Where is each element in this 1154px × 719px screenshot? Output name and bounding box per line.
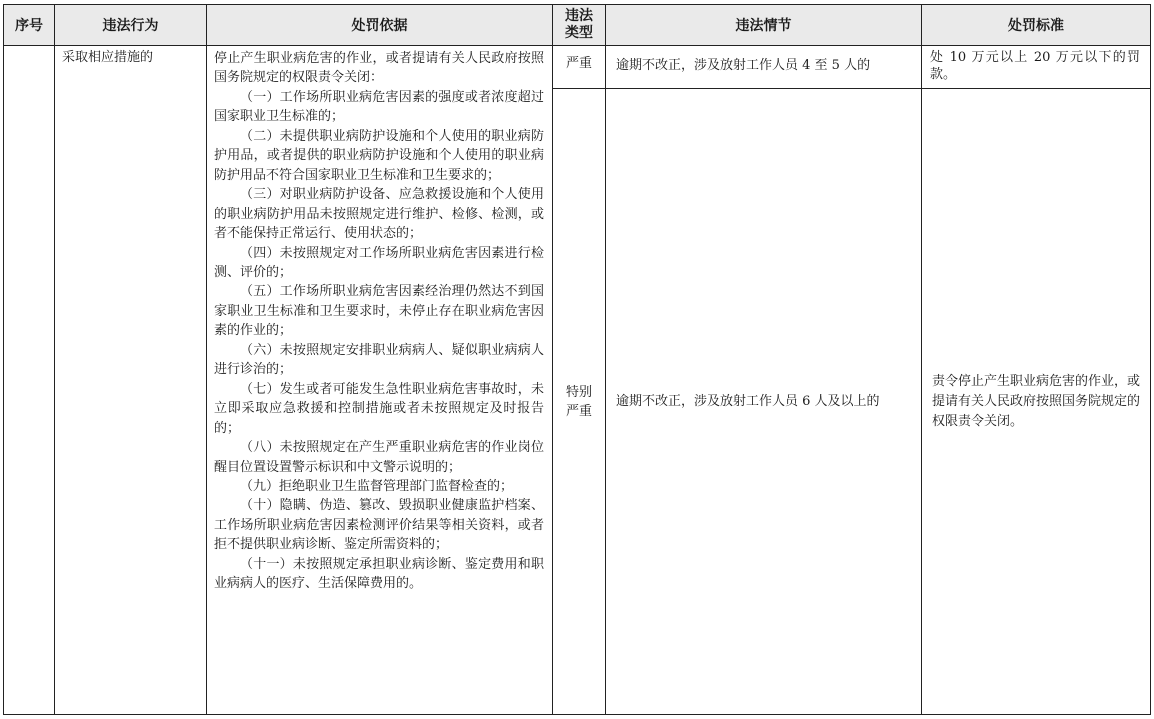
type-extreme-line1: 特别 — [565, 384, 592, 400]
header-standard: 处罚标准 — [922, 5, 1151, 46]
circumstance-extreme: 逾期不改正，涉及放射工作人员 6 人及以上的 — [616, 393, 880, 409]
circumstance-cell-extreme — [606, 89, 922, 715]
basis-intro: 停止产生职业病危害的作业，或者提请有关人民政府按照国务院规定的权限责令关闭： — [214, 51, 544, 86]
type-extreme-line2: 严重 — [565, 403, 592, 419]
basis-item-3: （三）对职业病防护设备、应急救援设施和个人使用的职业病防护用品未按照规定进行维护、检修、检测，或者不能保持正常运行、使用状态的； — [214, 187, 544, 242]
basis-item-6: （六）未按照规定安排职业病病人、疑似职业病病人进行诊治的； — [214, 342, 544, 378]
seq-cell — [4, 46, 55, 715]
basis-item-8: （八）未按照规定在产生严重职业病危害的作业岗位醒目位置设置警示标识和中文警示说明的； — [214, 440, 544, 475]
basis-cell — [207, 46, 553, 715]
circumstance-cell-serious — [606, 46, 922, 89]
circumstance-serious: 逾期不改正，涉及放射工作人员 4 至 5 人的 — [616, 58, 871, 73]
header-seq: 序号 — [4, 5, 55, 46]
header-type-line1: 违法 — [565, 8, 593, 24]
basis-item-11: （十一）未按照规定承担职业病诊断、鉴定费用和职业病病人的医疗、生活保障费用的。 — [214, 556, 544, 592]
basis-item-1: （一）工作场所职业病危害因素的强度或者浓度超过国家职业卫生标准的； — [214, 89, 544, 125]
basis-item-2: （二）未提供职业病防护设施和个人使用的职业病防护用品，或者提供的职业病防护设施和个人使用的职业病防护用品不符合国家职业卫生标准和卫生要求的； — [214, 128, 544, 183]
standard-extreme: 责令停止产生职业病危害的作业，或提请有关人民政府按照国务院规定的权限责令关闭。 — [932, 373, 1141, 429]
header-circumstance: 违法情节 — [606, 5, 922, 46]
penalty-table — [3, 4, 1151, 715]
act-text: 采取相应措施的 — [62, 50, 154, 65]
standard-cell-serious — [922, 46, 1151, 89]
type-cell-serious — [553, 46, 606, 89]
basis-item-10: （十）隐瞒、伪造、篡改、毁损职业健康监护档案、工作场所职业病危害因素检测评价结果等相关资料，或者拒不提供职业病诊断、鉴定所需资料的； — [214, 498, 544, 553]
basis-text — [207, 46, 552, 594]
basis-item-4: （四）未按照规定对工作场所职业病危害因素进行检测、评价的； — [214, 245, 544, 280]
basis-item-9: （九）拒绝职业卫生监督管理部门监督检查的； — [240, 478, 514, 494]
type-cell-extreme — [553, 89, 606, 715]
basis-item-5: （五）工作场所职业病危害因素经治理仍然达不到国家职业卫生标准和卫生要求时，未停止存在职业病危害因素的作业的； — [214, 284, 544, 339]
act-cell — [55, 46, 207, 715]
table-row — [4, 46, 1151, 89]
basis-item-7: （七）发生或者可能发生急性职业病危害事故时，未立即采取应急救援和控制措施或者未按照规定及时报告的； — [214, 381, 544, 436]
header-type — [553, 5, 606, 46]
type-serious: 严重 — [565, 56, 592, 71]
standard-serious: 处 10 万元以上 20 万元以下的罚款。 — [930, 50, 1140, 82]
header-basis: 处罚依据 — [207, 5, 553, 46]
header-act: 违法行为 — [55, 5, 207, 46]
header-type-line2: 类型 — [565, 25, 593, 41]
standard-cell-extreme — [922, 89, 1151, 715]
header-row — [4, 5, 1151, 46]
